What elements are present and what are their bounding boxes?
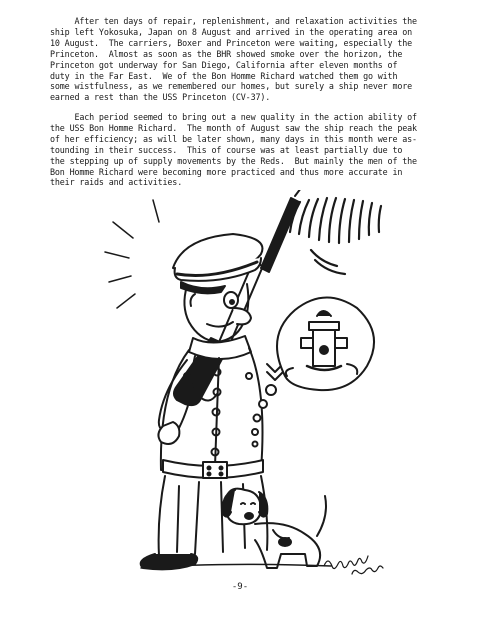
text-line: earned a rest than the USS Princeton (CV-37).	[50, 92, 271, 103]
text-line: the USS Bon Homme Richard. The month of August saw the ship reach the peak	[50, 122, 417, 133]
text-line: ship left Yokosuka, Japan on 8 August and arrived in the operating area on	[50, 26, 413, 37]
text-line: Bon Homme Richard were becoming more practiced and thus more accurate in	[50, 166, 403, 177]
paragraph-1	[50, 16, 445, 103]
page-number: -9-	[231, 582, 249, 592]
officer-cap	[173, 234, 262, 293]
ray-lines	[105, 200, 159, 308]
dog	[223, 489, 326, 568]
text-line: After ten days of repair, replenishment, and relaxation activities the	[50, 16, 417, 26]
text-line: some wistfulness, as we remembered our homes, but surely a ship never more	[50, 81, 413, 92]
text-line: their raids and activities.	[50, 177, 183, 188]
text-line: duty in the Far East. We of the Bon Homme Richard watched them go with	[50, 70, 398, 81]
text-line: the stepping up of supply movements by the Reds. But mainly the men of the	[50, 155, 417, 166]
artist-signature	[322, 548, 392, 578]
paragraph-2	[50, 112, 445, 188]
text-line: 10 August. The carriers, Boxer and Princeton were waiting, especially the	[50, 37, 413, 48]
text-line: of her efficiency; as will be later shown, many days in this month were as-	[50, 133, 417, 144]
cartoon-illustration	[95, 190, 405, 575]
dream-bubble	[252, 297, 374, 446]
text-line: Each period seemed to bring out a new quality in the action ability of	[50, 112, 417, 122]
text-line: Princeton got underway for San Diego, California after eleven months of	[50, 59, 398, 70]
hatching	[290, 198, 381, 274]
text-line: tounding in their success. This of course was at least partially due to	[50, 144, 403, 155]
text-line: Princeton. Almost as soon as the BHR showed smoke over the horizon, the	[50, 48, 403, 59]
